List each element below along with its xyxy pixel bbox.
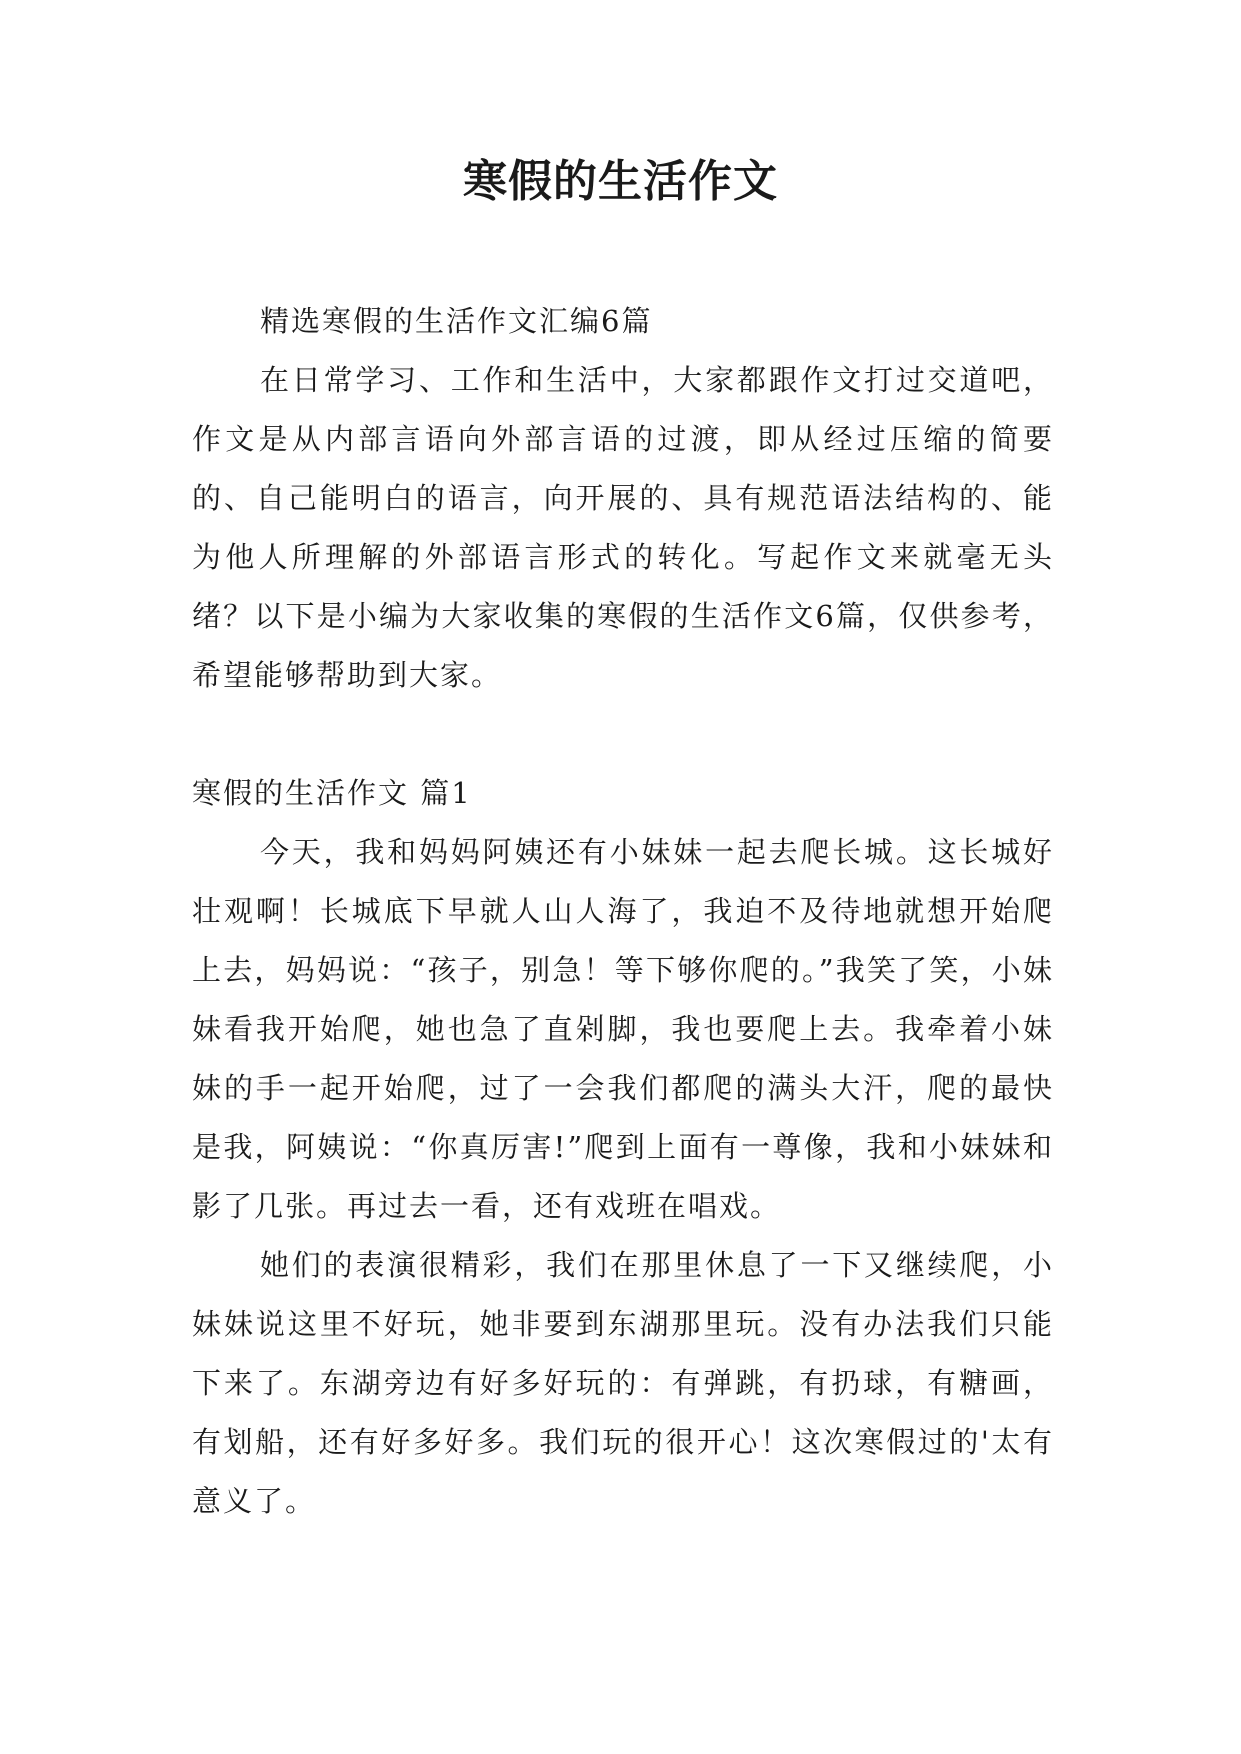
document-subtitle: 精选寒假的生活作文汇编6篇 (260, 304, 653, 338)
section-heading: 寒假的生活作文 篇1 (192, 776, 472, 810)
section-paragraph: 她们的表演很精彩，我们在那里休息了一下又继续爬，小妹妹说这里不好玩，她非要到东湖那里玩。没有办法我们只能下来了。东湖旁边有好多好玩的：有弹跳，有扔球，有糖画，有划船，还有好多好多。我们玩的很开心！这次寒假过的'太有意义了。 (192, 1248, 1054, 1518)
document-title: 寒假的生活作文 (463, 156, 778, 207)
intro-paragraph: 在日常学习、工作和生活中，大家都跟作文打过交道吧，作文是从内部言语向外部言语的过渡，即从经过压缩的简要的、自己能明白的语言，向开展的、具有规范语法结构的、能为他人所理解的外部语言形式的转化。写起作文来就毫无头绪？以下是小编为大家收集的寒假的生活作文6篇，仅供参考，希望能够帮助到大家。 (192, 363, 1054, 692)
document-body (192, 292, 1054, 1531)
section-paragraph: 今天，我和妈妈阿姨还有小妹妹一起去爬长城。这长城好壮观啊！长城底下早就人山人海了，我迫不及待地就想开始爬上去，妈妈说：“孩子，别急！等下够你爬的。”我笑了笑，小妹妹看我开始爬，她也急了直剁脚，我也要爬上去。我牵着小妹妹的手一起开始爬，过了一会我们都爬的满头大汗，爬的最快是我，阿姨说：“你真厉害!”爬到上面有一尊像，我和小妹妹和影了几张。再过去一看，还有戏班在唱戏。 (192, 835, 1054, 1223)
